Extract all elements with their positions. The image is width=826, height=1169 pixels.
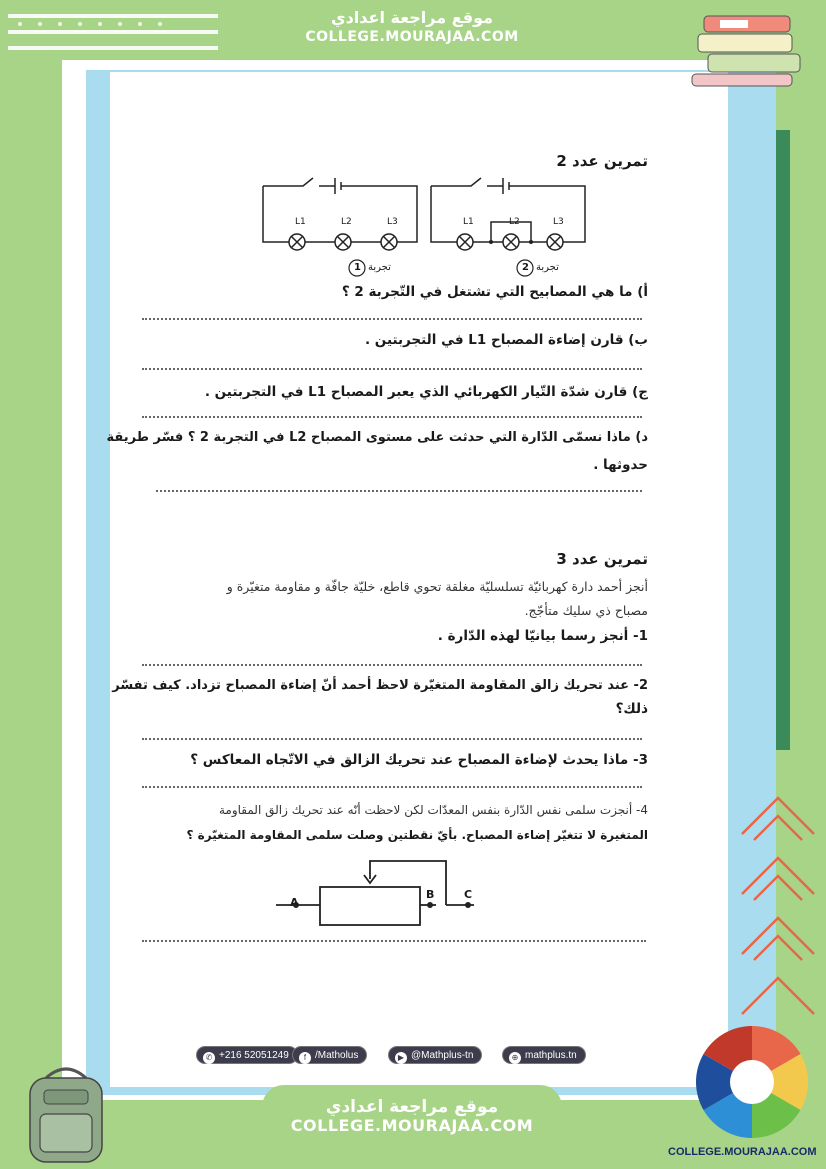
whatsapp-badge[interactable] [196,1046,298,1064]
brand-logo-wheel [694,1024,810,1140]
terminal-a-label: A [290,896,299,909]
books-icon [690,10,810,90]
brand-logo-text: COLLEGE.MOURAJAA.COM [668,1146,817,1158]
exercise3-intro-line2: مصباح ذي سليك متأجّج. [524,603,648,618]
top-banner-site-url[interactable]: COLLEGE.MOURAJAA.COM [305,29,519,45]
exercise2-question-b: ب) قارن إضاءة المصباح L1 في التجربتين . [364,332,648,348]
experiment1-label: تجربة [368,262,391,273]
facebook-icon: f [299,1052,311,1064]
circuit2-lamp-label-2: L2 [509,217,520,227]
answer-line[interactable] [142,664,642,666]
answer-line[interactable] [142,940,646,942]
circuit1-lamp-label-3: L3 [387,217,398,227]
experiment2-number: 2 [522,262,529,273]
bottom-banner-site-url[interactable]: COLLEGE.MOURAJAA.COM [290,1116,534,1135]
terminal-b-label: B [426,888,435,901]
exercise3-question-4-line1: 4- أنجزت سلمى نفس الدّارة بنفس المعدّات لكن لاحظت أنّه عند تحريك زالق المقاومة [218,803,648,817]
chevron-decoration [734,790,824,1020]
exercise3-question-2-line2: ذلك؟ [615,701,648,717]
website-badge[interactable] [502,1046,586,1064]
answer-line[interactable] [142,416,642,418]
exercise2-question-a: أ) ما هي المصابيح التي تشتغل في التّجربة 2 ؟ [341,284,648,300]
answer-line[interactable] [156,490,642,492]
top-banner-site-name: موقع مراجعة اعدادي [330,8,494,27]
youtube-badge[interactable] [388,1046,482,1064]
experiment2-label: تجربة [536,262,559,273]
circuit1-lamp-label-1: L1 [295,217,306,227]
experiment1-number: 1 [354,262,361,273]
exercise3-question-3: 3- ماذا يحدث لإضاءة المصباح عند تحريك الزالق في الاتّجاه المعاكس ؟ [190,752,648,768]
whatsapp-icon: ✆ [203,1052,215,1064]
circuit2-lamp-label-3: L3 [553,217,564,227]
youtube-handle: @Mathplus-tn [411,1050,474,1061]
answer-line[interactable] [142,368,642,370]
website-url: mathplus.tn [525,1050,577,1061]
bottom-banner-site-name: موقع مراجعة اعدادي [325,1097,499,1117]
circuit1-lamp-label-2: L2 [341,217,352,227]
circuit2-lamp-label-1: L1 [463,217,474,227]
exercise3-question-2-line1: 2- عند تحريك زالق المقاومة المتغيّرة لاحظ أحمد أنّ إضاءة المصباح تزداد. كيف تفسّر [112,678,648,693]
bottom-banner [262,1085,562,1157]
exercise2-question-d-line1: د) ماذا نسمّى الدّارة التي حدثت على مستوى المصباح L2 في التجربة 2 ؟ فسّر طريقة [106,430,648,445]
exercise3-question-1: 1- أنجز رسما بيانيّا لهذه الدّارة . [437,628,648,644]
facebook-badge[interactable] [292,1046,367,1064]
exercise2-title: تمرين عدد 2 [556,152,648,170]
globe-icon: ⊕ [509,1052,521,1064]
whatsapp-number: +216 52051249 [219,1050,289,1061]
answer-line[interactable] [142,318,642,320]
backpack-icon [18,1060,114,1165]
exercise3-title: تمرين عدد 3 [556,550,648,568]
exercise3-question-4-line2: المتغيرة لا تتغيّر إضاءة المصباح. بأيّ نقطتين وصلت سلمى المقاومة المتغيّرة ؟ [186,828,648,842]
exercise2-question-c: ج) قارن شدّة التّيار الكهربائي الذي يعبر المصباح L1 في التجربتين . [204,384,648,400]
terminal-c-label: C [464,888,473,901]
exercise3-intro-line1: أنجز أحمد دارة كهربائيّة تسلسليّة مغلقة تحوي قاطع، خليّة جافّة و مقاومة متغيّرة و [226,579,648,594]
youtube-icon: ▶ [395,1052,407,1064]
exercise2-question-d-line2: حدوثها . [593,457,648,473]
facebook-handle: /Matholus [315,1050,359,1061]
answer-line[interactable] [142,738,642,740]
top-banner [262,2,562,60]
answer-line[interactable] [142,786,642,788]
